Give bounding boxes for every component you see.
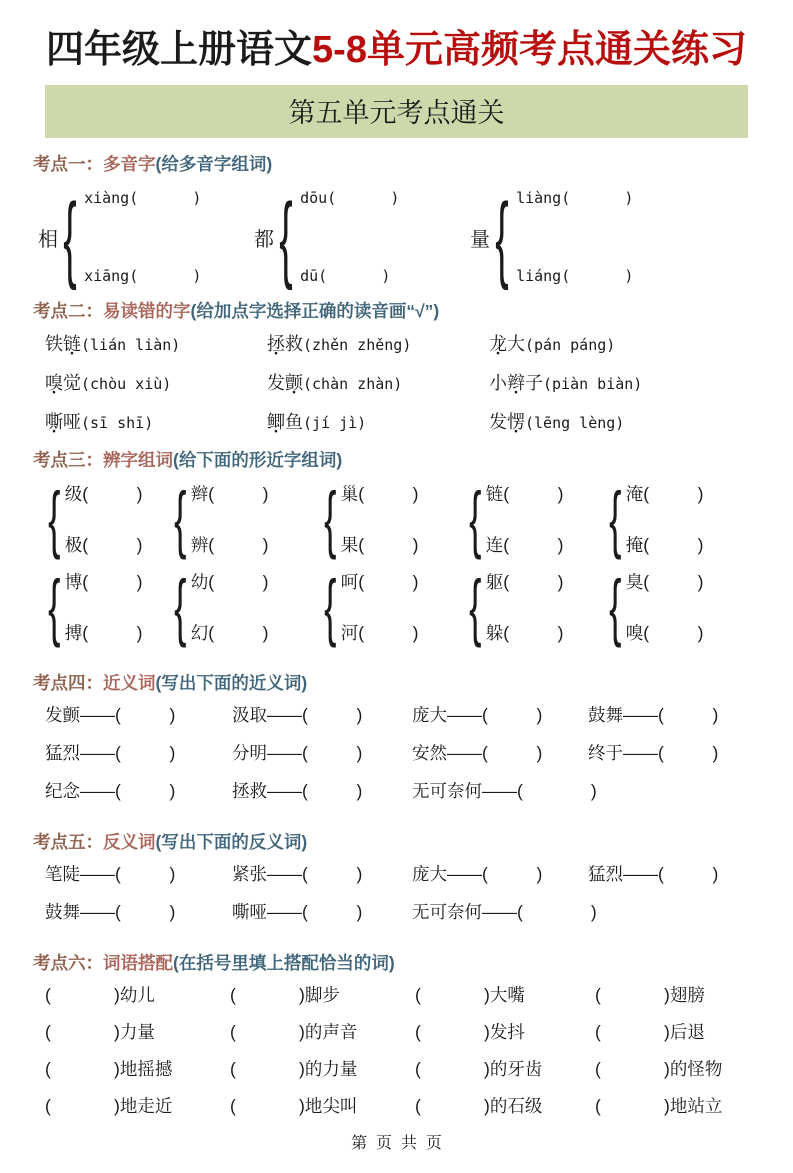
section-header-1	[33, 151, 793, 176]
pair-column	[626, 481, 704, 557]
pair-column	[65, 569, 143, 645]
match-item: ( )的力量	[230, 1059, 358, 1080]
char-blank: 果( )	[340, 535, 419, 556]
word-text	[489, 334, 525, 354]
curly-brace: {	[63, 183, 77, 291]
word-item	[267, 408, 489, 434]
pinyin-options: (lēng lèng)	[525, 414, 625, 433]
section-header-2	[33, 298, 793, 323]
page-title	[0, 26, 793, 75]
pair-column	[191, 569, 269, 645]
curly-brace: {	[495, 183, 509, 291]
character: 发	[267, 373, 285, 394]
char-blank: 河( )	[340, 623, 419, 644]
pinyin-blank: xiāng( )	[84, 267, 202, 286]
pinyin-options: (lián liàn)	[81, 336, 181, 355]
char-blank: 躯( )	[485, 572, 564, 593]
word-item	[45, 408, 267, 434]
character-pair	[168, 477, 318, 561]
curly-brace: {	[48, 565, 61, 649]
antonym-item: 笔陡——( )	[45, 864, 176, 885]
section-note: (在括号里填上搭配恰当的词)	[173, 953, 395, 974]
word-text	[267, 412, 303, 432]
section-label: 考点二：	[33, 301, 103, 322]
pinyin-options: (zhěn zhěng)	[303, 336, 412, 355]
syn-row	[45, 778, 793, 803]
character: 小	[489, 373, 507, 394]
dotted-character: 链	[63, 334, 81, 355]
reading-column	[84, 189, 201, 285]
section-header-3	[33, 447, 793, 472]
word-item	[489, 330, 793, 356]
antonym-item: 庞大——( )	[412, 864, 543, 885]
match-row	[45, 1056, 793, 1081]
match-item: ( )的牙齿	[415, 1059, 543, 1080]
character: 救	[285, 334, 303, 355]
match-item: ( )的声音	[230, 1022, 358, 1043]
char-blank: 级( )	[64, 484, 143, 505]
dotted-word-grid	[45, 330, 793, 434]
character-pair	[318, 565, 463, 649]
match-item: ( )地站立	[595, 1096, 723, 1117]
char-blank: 躲( )	[485, 623, 564, 644]
word-item	[267, 369, 489, 395]
antonym-rows	[0, 861, 793, 937]
polyphone-character: 相	[38, 228, 58, 251]
pinyin-blank: liáng( )	[516, 267, 634, 286]
pair-column	[191, 481, 269, 557]
char-blank: 巢( )	[340, 484, 419, 505]
character: 大	[507, 334, 525, 355]
pinyin-blank: xiàng( )	[84, 189, 202, 208]
match-item: ( )的石级	[415, 1096, 543, 1117]
section-keyword: 多音字	[103, 154, 156, 175]
pinyin-blank: dōu( )	[300, 189, 400, 208]
section-keyword: 易读错的字	[103, 301, 191, 322]
syn-row	[45, 702, 793, 727]
curly-brace: {	[469, 565, 482, 649]
character-pair	[463, 477, 603, 561]
word-text	[45, 334, 81, 354]
curly-brace: {	[324, 477, 337, 561]
char-blank: 辫( )	[190, 484, 269, 505]
antonym-item: 无可奈何——( )	[412, 902, 597, 923]
word-item	[489, 369, 793, 395]
word-item	[489, 408, 793, 434]
dotted-character: 嘶	[45, 412, 63, 433]
character: 发	[489, 412, 507, 433]
match-item: ( )发抖	[415, 1022, 525, 1043]
reading-column	[516, 189, 633, 285]
dotted-character: 颤	[285, 373, 303, 394]
unit-banner: 第五单元考点通关	[45, 85, 748, 138]
section-note: (给多音字组词)	[155, 154, 273, 175]
curly-brace: {	[174, 477, 187, 561]
polyphone-group	[38, 183, 254, 291]
pinyin-options: (pán páng)	[525, 336, 616, 355]
pair-row	[42, 477, 793, 561]
character-pair	[603, 565, 793, 649]
pair-column	[341, 481, 419, 557]
word-text	[267, 334, 303, 354]
syn-row	[45, 740, 793, 765]
synonym-item: 鼓舞——( )	[588, 705, 719, 726]
character-pair	[318, 477, 463, 561]
pinyin-options: (sī shī)	[81, 414, 154, 433]
match-item: ( )的怪物	[595, 1059, 723, 1080]
character: 鱼	[285, 412, 303, 433]
section-note: (写出下面的近义词)	[155, 673, 308, 694]
word-item	[45, 369, 267, 395]
match-item: ( )大嘴	[415, 985, 525, 1006]
dotted-character: 鲫	[267, 412, 285, 433]
match-item: ( )幼儿	[45, 985, 155, 1006]
polyphone-character: 都	[254, 228, 274, 251]
char-blank: 幻( )	[190, 623, 269, 644]
section-label: 考点六：	[33, 953, 103, 974]
curly-brace: {	[609, 477, 622, 561]
section-note: (写出下面的反义词)	[155, 832, 308, 853]
pinyin-blank: liàng( )	[516, 189, 634, 208]
match-item: ( )脚步	[230, 985, 340, 1006]
section-note: (给加点字选择正确的读音画“√”)	[190, 301, 440, 322]
section-keyword: 反义词	[103, 832, 156, 853]
title-red-part: 5-8单元高频考点通关练习	[312, 29, 747, 71]
pair-column	[341, 569, 419, 645]
character-pair	[168, 565, 318, 649]
char-blank: 嗅( )	[625, 623, 704, 644]
character: 子	[525, 373, 543, 394]
section-keyword: 词语搭配	[103, 953, 173, 974]
synonym-item: 纪念——( )	[45, 781, 176, 802]
section-label: 考点三：	[33, 450, 103, 471]
dotted-character: 嗅	[45, 373, 63, 394]
curly-brace: {	[609, 565, 622, 649]
synonym-item: 安然——( )	[412, 743, 543, 764]
pair-row	[42, 565, 793, 649]
section-label: 考点四：	[33, 673, 103, 694]
pinyin-options: (chòu xiù)	[81, 375, 172, 394]
polyphone-group	[470, 183, 686, 291]
pinyin-blank: dū( )	[300, 267, 391, 286]
char-blank: 连( )	[485, 535, 564, 556]
word-text	[489, 373, 543, 393]
dotted-character: 愣	[507, 412, 525, 433]
reading-column	[300, 189, 399, 285]
section-label: 考点五：	[33, 832, 103, 853]
section-note: (给下面的形近字组词)	[173, 450, 343, 471]
synonym-item: 庞大——( )	[412, 705, 543, 726]
match-row	[45, 1093, 793, 1118]
synonym-item: 拯救——( )	[232, 781, 363, 802]
char-blank: 淹( )	[625, 484, 704, 505]
char-blank: 极( )	[64, 535, 143, 556]
curly-brace: {	[469, 477, 482, 561]
word-match-rows	[0, 982, 793, 1130]
pair-column	[486, 569, 564, 645]
antonym-item: 紧张——( )	[232, 864, 363, 885]
polyphone-row	[38, 183, 793, 291]
pair-column	[65, 481, 143, 557]
syn-row	[45, 899, 793, 924]
character-pair	[42, 565, 168, 649]
char-blank: 链( )	[485, 484, 564, 505]
word-text	[45, 373, 81, 393]
section-keyword: 近义词	[103, 673, 156, 694]
pair-column	[486, 481, 564, 557]
antonym-item: 猛烈——( )	[588, 864, 719, 885]
dotted-character: 龙	[489, 334, 507, 355]
match-row	[45, 982, 793, 1007]
char-blank: 掩( )	[625, 535, 704, 556]
section-header-6	[33, 950, 793, 975]
pair-column	[626, 569, 704, 645]
synonym-item: 发颤——( )	[45, 705, 176, 726]
character: 觉	[63, 373, 81, 394]
section-header-5	[33, 829, 793, 854]
polyphone-character: 量	[470, 228, 490, 251]
dotted-character: 拯	[267, 334, 285, 355]
char-blank: 博( )	[64, 572, 143, 593]
section-keyword: 辨字组词	[103, 450, 173, 471]
page-footer: 第 页 共 页	[351, 1135, 442, 1153]
synonym-item: 终于——( )	[588, 743, 719, 764]
char-blank: 辨( )	[190, 535, 269, 556]
match-item: ( )翅膀	[595, 985, 705, 1006]
pinyin-options: (chàn zhàn)	[303, 375, 403, 394]
word-item	[267, 330, 489, 356]
word-text	[45, 412, 81, 432]
word-item	[45, 330, 267, 356]
match-item: ( )后退	[595, 1022, 705, 1043]
word-text	[489, 412, 525, 432]
char-blank: 呵( )	[340, 572, 419, 593]
curly-brace: {	[279, 183, 293, 291]
match-item: ( )地走近	[45, 1096, 173, 1117]
match-item: ( )地尖叫	[230, 1096, 358, 1117]
pinyin-options: (piàn biàn)	[543, 375, 643, 394]
polyphone-group	[254, 183, 470, 291]
character: 哑	[63, 412, 81, 433]
char-blank: 搏( )	[64, 623, 143, 644]
curly-brace: {	[174, 565, 187, 649]
antonym-item: 嘶哑——( )	[232, 902, 363, 923]
section-header-4	[33, 670, 793, 695]
synonym-item: 分明——( )	[232, 743, 363, 764]
pinyin-options: (jí jì)	[303, 414, 367, 433]
character-pair-rows	[0, 479, 793, 657]
char-blank: 臭( )	[625, 572, 704, 593]
character-pair	[42, 477, 168, 561]
character: 铁	[45, 334, 63, 355]
curly-brace: {	[324, 565, 337, 649]
match-item: ( )地摇撼	[45, 1059, 173, 1080]
section-label: 考点一：	[33, 154, 103, 175]
dotted-character: 辫	[507, 373, 525, 394]
title-black-part: 四年级上册语文	[46, 29, 313, 71]
curly-brace: {	[48, 477, 61, 561]
character-pair	[463, 565, 603, 649]
synonym-rows	[0, 702, 793, 816]
match-item: ( )力量	[45, 1022, 155, 1043]
match-row	[45, 1019, 793, 1044]
word-text	[267, 373, 303, 393]
syn-row	[45, 861, 793, 886]
character-pair	[603, 477, 793, 561]
synonym-item: 猛烈——( )	[45, 743, 176, 764]
char-blank: 幼( )	[190, 572, 269, 593]
synonym-item: 汲取——( )	[232, 705, 363, 726]
synonym-item: 无可奈何——( )	[412, 781, 597, 802]
antonym-item: 鼓舞——( )	[45, 902, 176, 923]
